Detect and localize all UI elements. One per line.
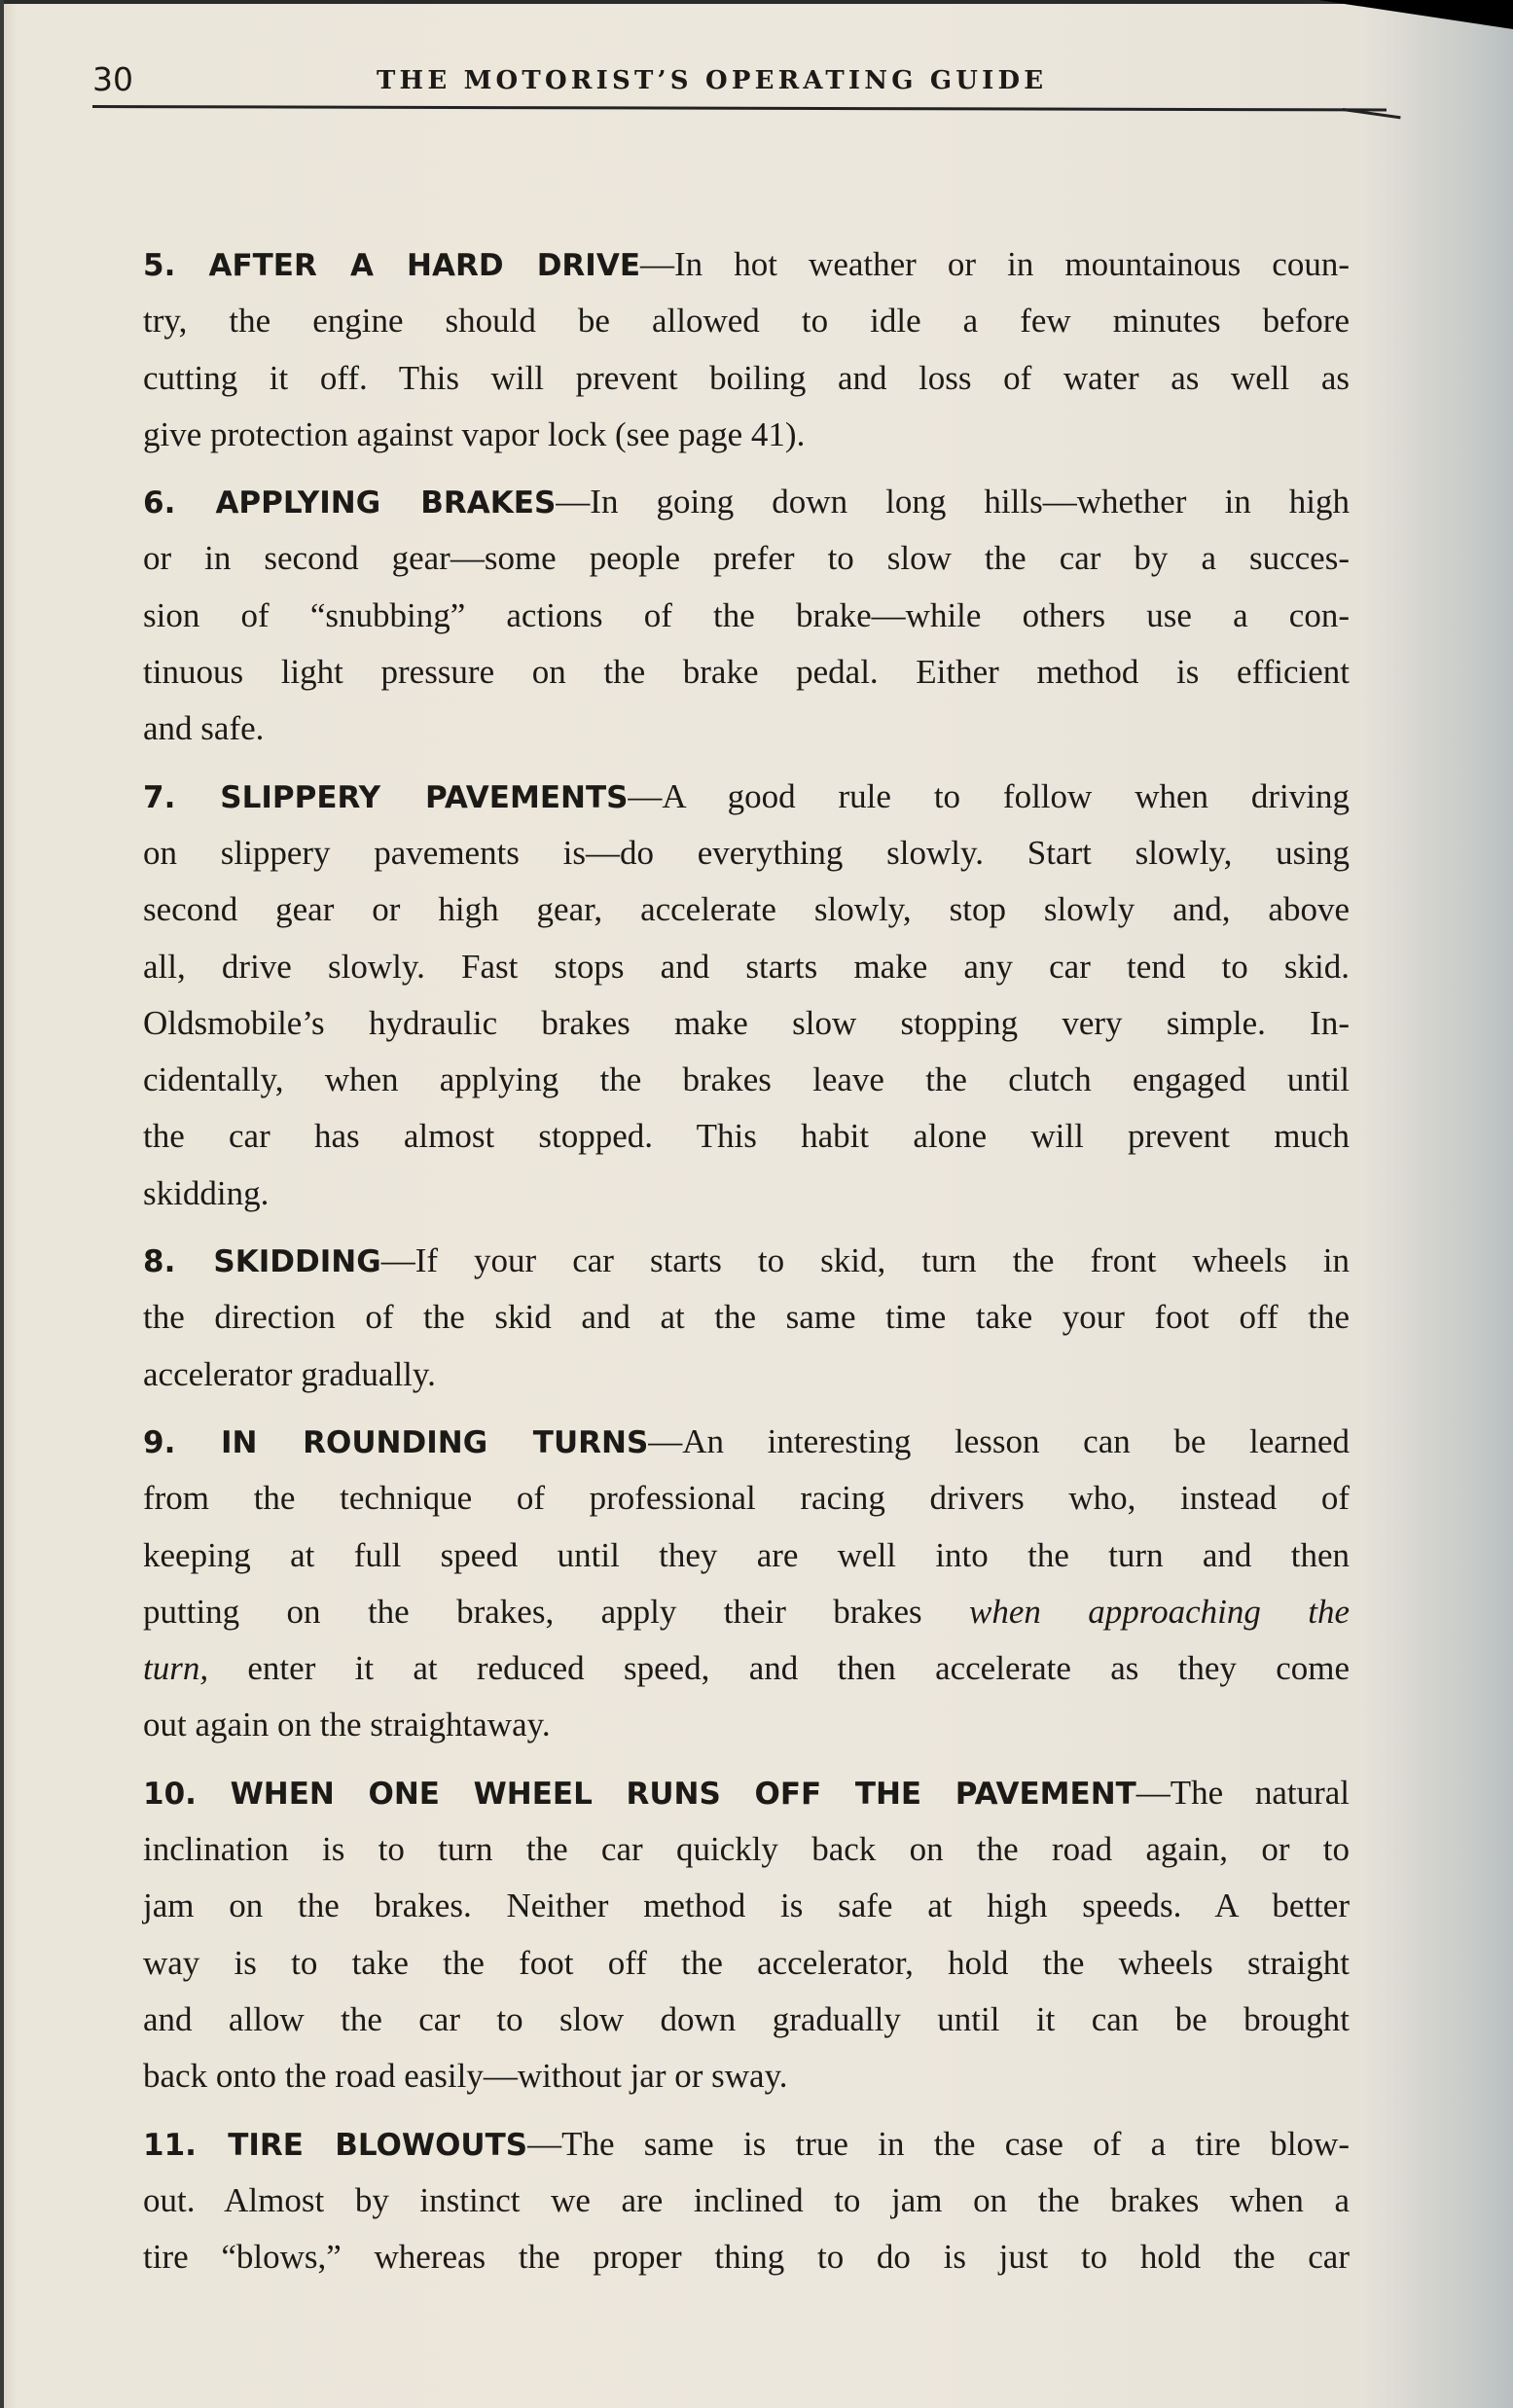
text-line bbox=[143, 1233, 1350, 1289]
paragraph bbox=[143, 1233, 1350, 1403]
text-line bbox=[143, 1470, 1350, 1527]
body-text: try, the engine should be allowed to idle a few minutes before bbox=[143, 302, 1350, 341]
body-text: keeping at full speed until they are well into the turn and then bbox=[143, 1535, 1350, 1574]
body-text: —If your car starts to skid, turn the front wheels in bbox=[380, 1241, 1350, 1280]
body-text: tire “blows,” whereas the proper thing to do is just to hold the car bbox=[143, 2238, 1350, 2277]
body-text: or in second gear—some people prefer to slow the car by a succes- bbox=[143, 539, 1350, 578]
text-line bbox=[143, 530, 1350, 587]
text-line bbox=[143, 293, 1350, 349]
body-text: —The natural bbox=[1135, 1773, 1350, 1812]
section-heading: 10. WHEN ONE WHEEL RUNS OFF THE PAVEMENT bbox=[143, 1776, 1136, 1812]
body-text: accelerator gradually. bbox=[143, 1354, 436, 1393]
body-text: tinuous light pressure on the brake pedal. Either method is efficient bbox=[143, 653, 1350, 692]
paragraph bbox=[143, 769, 1350, 1222]
body-text: out. Almost by instinct we are inclined to jam on the brakes when a bbox=[143, 2180, 1350, 2219]
text-line bbox=[143, 407, 1350, 463]
body-text: skidding. bbox=[143, 1173, 270, 1212]
italic-text: turn, bbox=[143, 1649, 209, 1688]
section-heading: 6. APPLYING BRAKES bbox=[143, 485, 557, 521]
section-heading: 9. IN ROUNDING TURNS bbox=[143, 1424, 649, 1460]
running-header bbox=[92, 60, 1401, 107]
text-line bbox=[143, 2048, 1350, 2104]
body-text: and safe. bbox=[143, 709, 265, 748]
italic-text: when approaching the bbox=[969, 1592, 1350, 1631]
text-line bbox=[143, 995, 1350, 1052]
section-heading: 5. AFTER A HARD DRIVE bbox=[143, 248, 641, 283]
text-line bbox=[143, 1166, 1350, 1222]
body-text: —A good rule to follow when driving bbox=[628, 776, 1350, 815]
body-text: way is to take the foot off the accelerator, hold the wheels straight bbox=[143, 1943, 1350, 1982]
text-line bbox=[143, 769, 1350, 825]
running-title: THE MOTORIST’S OPERATING GUIDE bbox=[377, 66, 1048, 95]
text-line bbox=[143, 644, 1350, 701]
body-text: give protection against vapor lock (see page 41). bbox=[143, 414, 806, 453]
text-line bbox=[143, 825, 1350, 881]
text-line bbox=[143, 1640, 1350, 1697]
body-text: —In hot weather or in mountainous coun- bbox=[640, 245, 1350, 283]
paragraph bbox=[143, 474, 1350, 757]
text-line bbox=[143, 1992, 1350, 2048]
body-text: cutting it off. This will prevent boiling and loss of water as well as bbox=[143, 358, 1350, 397]
text-line bbox=[143, 1289, 1350, 1346]
text-line bbox=[143, 701, 1350, 757]
body-text: second gear or high gear, accelerate slowly, stop slowly and, above bbox=[143, 890, 1350, 929]
body-text: —In going down long hills—whether in high bbox=[556, 483, 1350, 521]
body-text: sion of “snubbing” actions of the brake—while others use a con- bbox=[143, 595, 1350, 634]
page-body bbox=[143, 236, 1350, 2285]
text-line bbox=[143, 1935, 1350, 1992]
section-heading: 11. TIRE BLOWOUTS bbox=[143, 2127, 528, 2163]
text-line bbox=[143, 474, 1350, 530]
body-text: all, drive slowly. Fast stops and starts make any car tend to skid. bbox=[143, 947, 1350, 986]
body-text: jam on the brakes. Neither method is safe at high speeds. A better bbox=[143, 1887, 1350, 1925]
page-edge-left bbox=[0, 0, 4, 2408]
paragraph bbox=[143, 1765, 1350, 2105]
text-line bbox=[143, 236, 1350, 293]
body-text: —An interesting lesson can be learned bbox=[648, 1421, 1350, 1460]
body-text: the car has almost stopped. This habit alone will prevent much bbox=[143, 1117, 1350, 1156]
page-edge-top bbox=[0, 0, 1513, 4]
body-text: inclination is to turn the car quickly back on the road again, or to bbox=[143, 1830, 1350, 1869]
text-line bbox=[143, 350, 1350, 407]
text-line bbox=[143, 1527, 1350, 1584]
body-text: cidentally, when applying the brakes leave the clutch engaged until bbox=[143, 1060, 1350, 1099]
text-line bbox=[143, 588, 1350, 644]
text-line bbox=[143, 939, 1350, 995]
text-line bbox=[143, 2116, 1350, 2173]
body-text: —The same is true in the case of a tire blow- bbox=[527, 2124, 1350, 2163]
paragraph bbox=[143, 236, 1350, 463]
body-text: enter it at reduced speed, and then accelerate as they come bbox=[208, 1649, 1350, 1688]
text-line bbox=[143, 1052, 1350, 1108]
page-number: 30 bbox=[92, 60, 133, 98]
body-text: Oldsmobile’s hydraulic brakes make slow stopping very simple. In- bbox=[143, 1003, 1350, 1042]
text-line bbox=[143, 2173, 1350, 2229]
text-line bbox=[143, 1878, 1350, 1934]
paragraph bbox=[143, 1414, 1350, 1754]
text-line bbox=[143, 881, 1350, 938]
body-text: and allow the car to slow down gradually until it can be brought bbox=[143, 1999, 1350, 2038]
paragraph bbox=[143, 2116, 1350, 2286]
body-text: the direction of the skid and at the same time take your foot off the bbox=[143, 1298, 1350, 1337]
text-line bbox=[143, 2229, 1350, 2285]
section-heading: 8. SKIDDING bbox=[143, 1244, 381, 1280]
text-line bbox=[143, 1697, 1350, 1753]
scan-corner-shadow bbox=[1318, 0, 1513, 29]
body-text: putting on the brakes, apply their brakes bbox=[143, 1592, 969, 1631]
body-text: out again on the straightaway. bbox=[143, 1706, 551, 1744]
text-line bbox=[143, 1765, 1350, 1821]
body-text: from the technique of professional racing drivers who, instead of bbox=[143, 1479, 1350, 1518]
text-line bbox=[143, 1821, 1350, 1878]
body-text: on slippery pavements is—do everything slowly. Start slowly, using bbox=[143, 833, 1350, 872]
text-line bbox=[143, 1584, 1350, 1640]
text-line bbox=[143, 1347, 1350, 1403]
section-heading: 7. SLIPPERY PAVEMENTS bbox=[143, 779, 629, 815]
text-line bbox=[143, 1108, 1350, 1165]
body-text: back onto the road easily—without jar or sway. bbox=[143, 2057, 788, 2096]
text-line bbox=[143, 1414, 1350, 1470]
